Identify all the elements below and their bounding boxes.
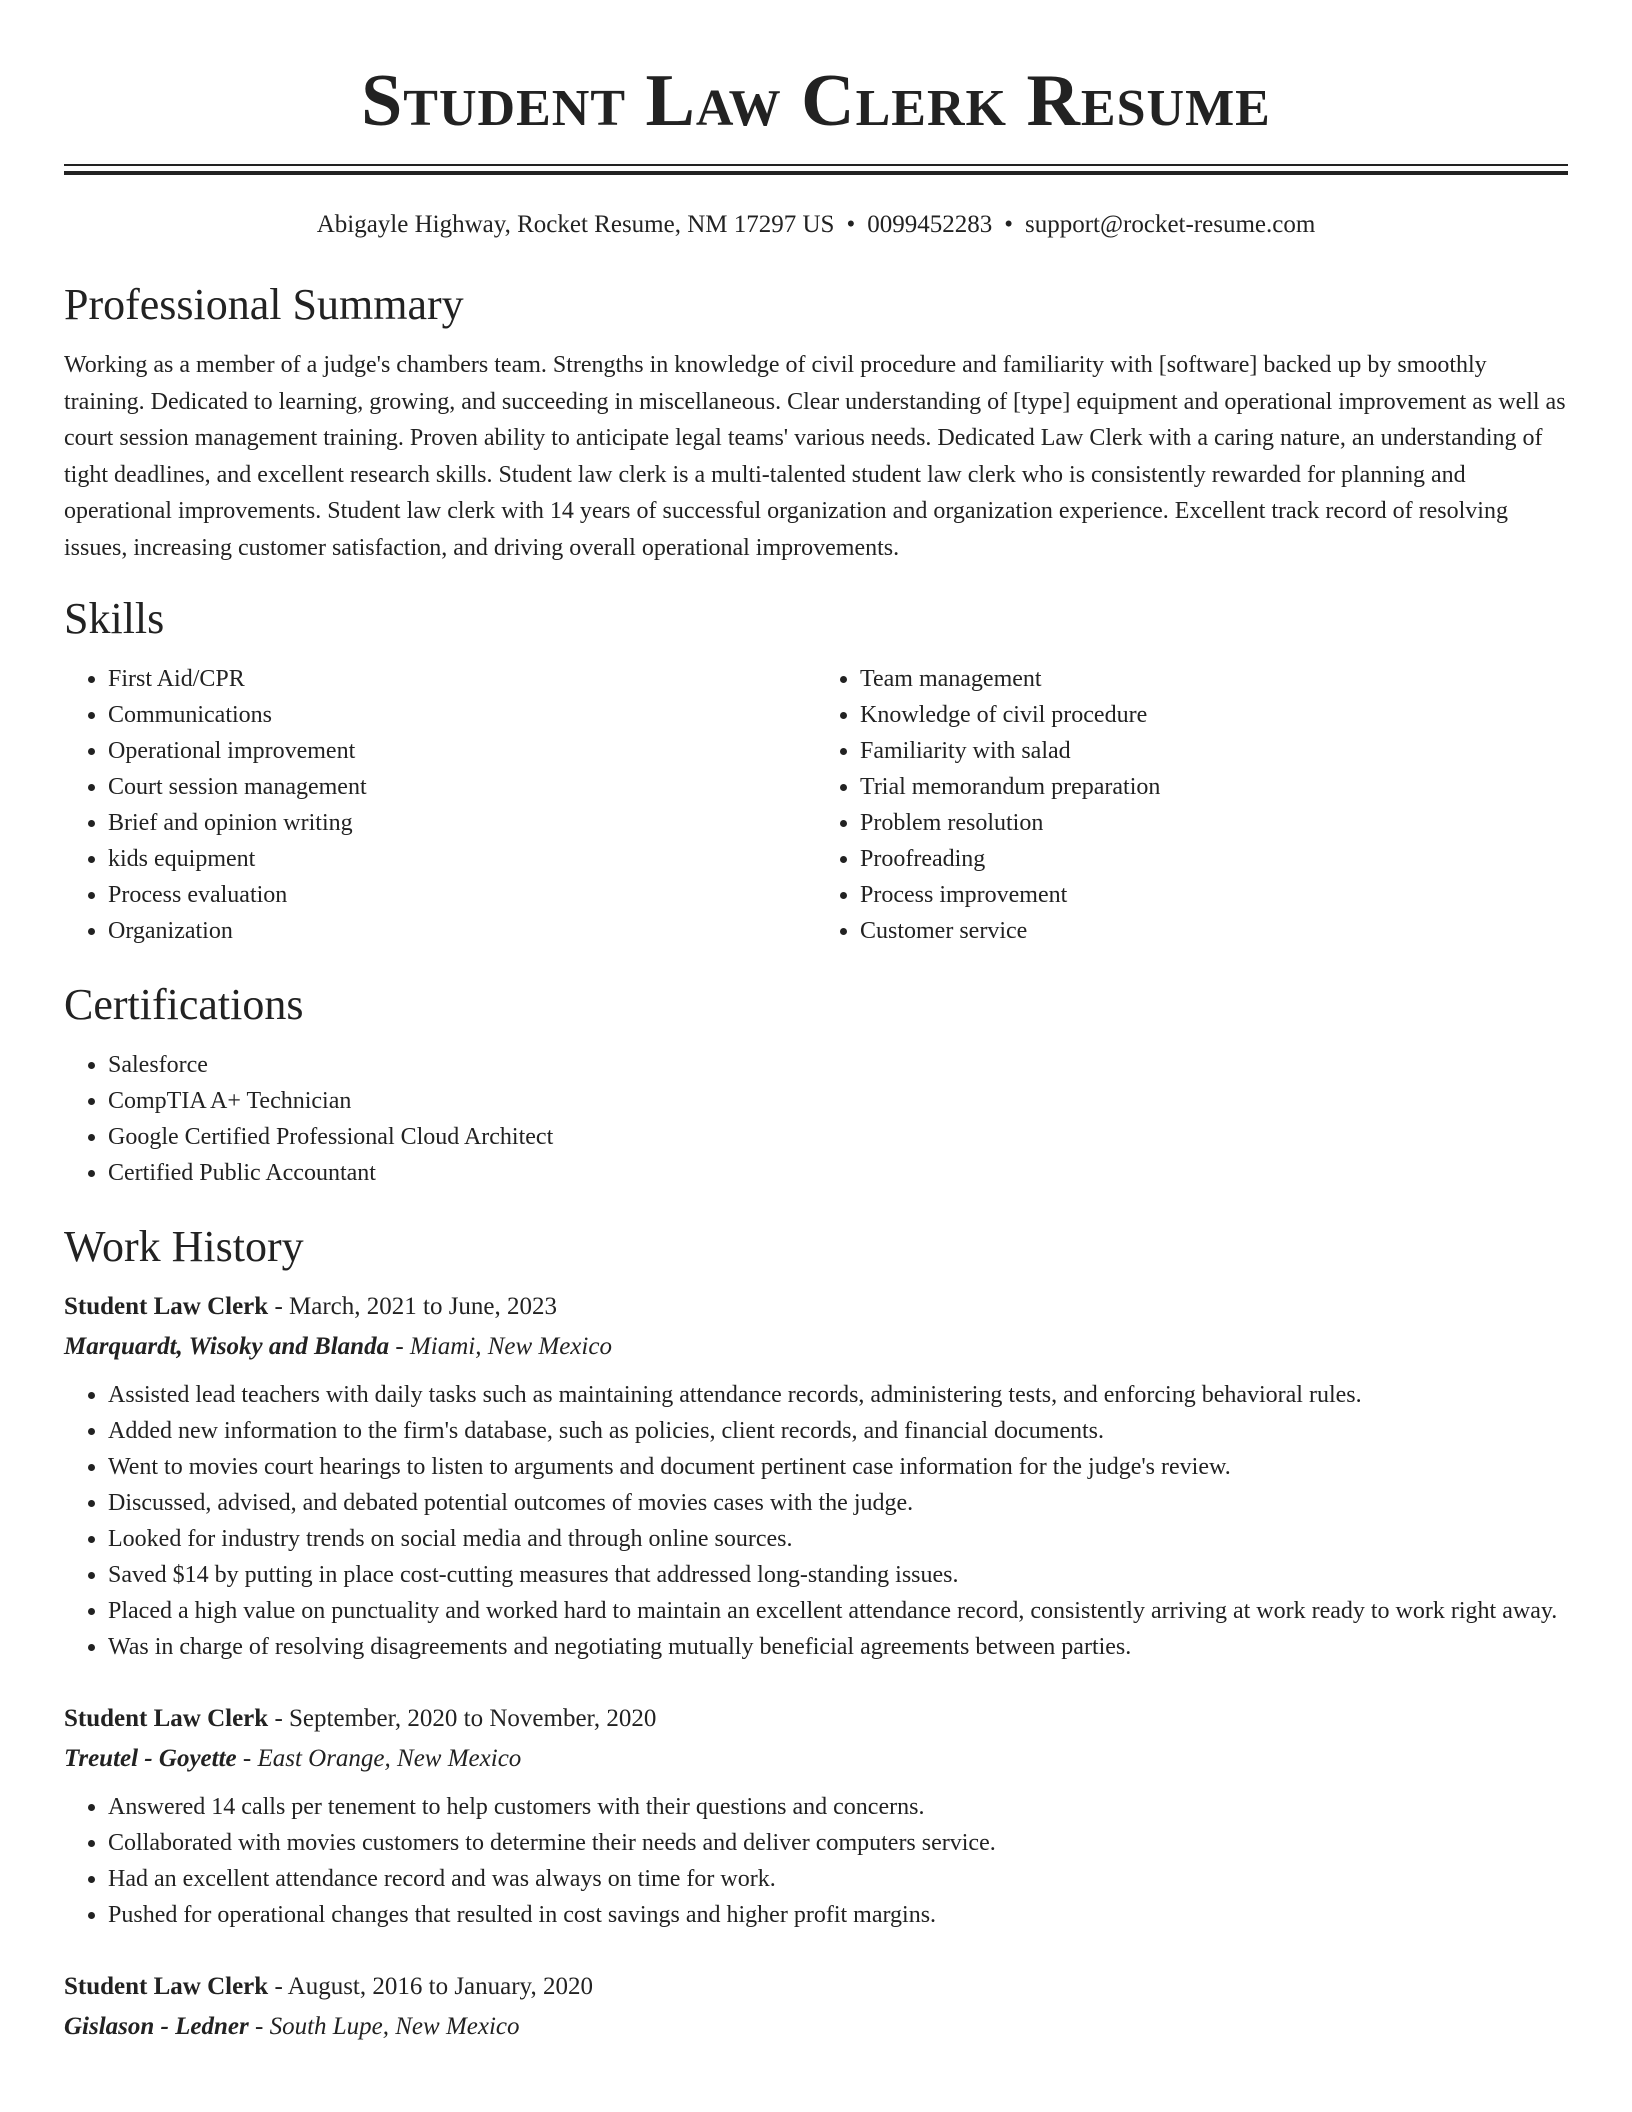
certifications-list [64, 1047, 1568, 1191]
job-company: Gislason - Ledner [64, 2013, 249, 2040]
job-bullets [64, 1789, 1568, 1933]
skill-item: • Team management [860, 661, 1568, 697]
job-dash: - [268, 1705, 290, 1732]
skill-item: • Operational improvement [108, 733, 816, 769]
skills-list-right [816, 661, 1568, 949]
job-dates: September, 2020 to November, 2020 [289, 1705, 657, 1732]
job-title: Student Law Clerk [64, 1293, 269, 1320]
skill-item: • Process evaluation [108, 877, 816, 913]
contact-line [64, 209, 1568, 241]
job-header [64, 1287, 1568, 1327]
job-location: South Lupe, New Mexico [269, 2013, 520, 2040]
title-divider [64, 164, 1568, 175]
skill-item: • Familiarity with salad [860, 733, 1568, 769]
job-title: Student Law Clerk [64, 1973, 269, 2000]
skill-item: • First Aid/CPR [108, 661, 816, 697]
job-bullet: • Pushed for operational changes that resulted in cost savings and higher profit margins. [108, 1897, 1568, 1933]
job-employer [64, 1327, 1568, 1367]
page-title: Student Law Clerk Resume [361, 60, 1271, 142]
job-employer [64, 2007, 1568, 2047]
job-bullet: • Went to movies court hearings to listen to arguments and document pertinent case information for the judge's review. [108, 1449, 1568, 1485]
job-bullet: • Placed a high value on punctuality and worked hard to maintain an excellent attendance record, consistently arriving at work ready to work right away. [108, 1593, 1568, 1629]
summary-text: Working as a member of a judge's chambers team. Strengths in knowledge of civil procedure and familiarity with [software] backed up by smoothly training. Dedicated to learning, growing, and succeeding in miscellaneous. Clear understanding of [type] equipment and operational improvement as well as court session management training. Proven ability to anticipate legal teams' various needs. Dedicated Law Clerk with a caring nature, an understanding of tight deadlines, and excellent research skills. Student law clerk is a multi-talented student law clerk who is consistently rewarded for planning and operational improvements. Student law clerk with 14 years of successful organization and organization experience. Excellent track record of resolving issues, increasing customer satisfaction, and driving overall operational improvements. [64, 352, 1566, 561]
job-entry [64, 1699, 1568, 1933]
job-bullet: • Had an excellent attendance record and was always on time for work. [108, 1861, 1568, 1897]
contact-email: support@rocket-resume.com [1025, 211, 1316, 238]
skills-columns [64, 661, 1568, 949]
job-dash: - [389, 1333, 410, 1360]
skill-item: • Trial memorandum preparation [860, 769, 1568, 805]
summary-heading: Professional Summary [64, 280, 464, 329]
job-company: Marquardt, Wisoky and Blanda [64, 1333, 390, 1360]
certification-item: • Google Certified Professional Cloud Architect [108, 1119, 1568, 1155]
certifications-heading: Certifications [64, 980, 304, 1029]
job-header [64, 1967, 1568, 2007]
summary-section [64, 279, 1568, 566]
skills-heading: Skills [64, 594, 165, 643]
job-bullet: • Answered 14 calls per tenement to help customers with their questions and concerns. [108, 1789, 1568, 1825]
job-dash: - [268, 1973, 288, 2000]
skill-item: • Organization [108, 913, 816, 949]
skill-item: • Proofreading [860, 841, 1568, 877]
work-history-heading: Work History [64, 1222, 304, 1271]
job-bullet: • Saved $14 by putting in place cost-cutting measures that addressed long-standing issues. [108, 1557, 1568, 1593]
skill-item: • Process improvement [860, 877, 1568, 913]
skill-item: • Communications [108, 697, 816, 733]
skill-item: • Knowledge of civil procedure [860, 697, 1568, 733]
contact-separator: • [846, 211, 856, 238]
job-location: East Orange, New Mexico [257, 1745, 522, 1772]
job-bullet: • Assisted lead teachers with daily tasks such as maintaining attendance records, administering tests, and enforcing behavioral rules. [108, 1377, 1568, 1413]
skills-section [64, 593, 1568, 949]
job-bullet: • Added new information to the firm's database, such as policies, client records, and financial documents. [108, 1413, 1568, 1449]
job-header [64, 1699, 1568, 1739]
skill-item: • kids equipment [108, 841, 816, 877]
job-employer [64, 1739, 1568, 1779]
contact-separator: • [1004, 211, 1013, 238]
job-bullet: • Discussed, advised, and debated potential outcomes of movies cases with the judge. [108, 1485, 1568, 1521]
job-entry [64, 1287, 1568, 1665]
job-title: Student Law Clerk [64, 1705, 269, 1732]
job-bullet: • Looked for industry trends on social media and through online sources. [108, 1521, 1568, 1557]
skill-item: • Court session management [108, 769, 816, 805]
skill-item: • Problem resolution [860, 805, 1568, 841]
job-dash: - [248, 2013, 270, 2040]
skill-item: • Brief and opinion writing [108, 805, 816, 841]
certification-item: • Certified Public Accountant [108, 1155, 1568, 1191]
certification-item: • CompTIA A+ Technician [108, 1083, 1568, 1119]
contact-phone: 0099452283 [867, 211, 993, 238]
job-dash: - [268, 1293, 290, 1320]
job-dates: March, 2021 to June, 2023 [289, 1293, 558, 1320]
certification-item: • Salesforce [108, 1047, 1568, 1083]
job-location: Miami, New Mexico [409, 1333, 612, 1360]
certifications-section [64, 979, 1568, 1191]
job-bullet: • Was in charge of resolving disagreements and negotiating mutually beneficial agreements between parties. [108, 1629, 1568, 1665]
skill-item: • Customer service [860, 913, 1568, 949]
skills-list-left [64, 661, 816, 949]
contact-address: Abigayle Highway, Rocket Resume, NM 17297 US [316, 211, 835, 238]
job-bullets [64, 1377, 1568, 1665]
job-entry [64, 1967, 1568, 2047]
job-dates: August, 2016 to January, 2020 [287, 1973, 593, 2000]
work-history-section [64, 1221, 1568, 2047]
job-company: Treutel - Goyette [64, 1745, 237, 1772]
job-bullet: • Collaborated with movies customers to determine their needs and deliver computers service. [108, 1825, 1568, 1861]
job-dash: - [236, 1745, 258, 1772]
